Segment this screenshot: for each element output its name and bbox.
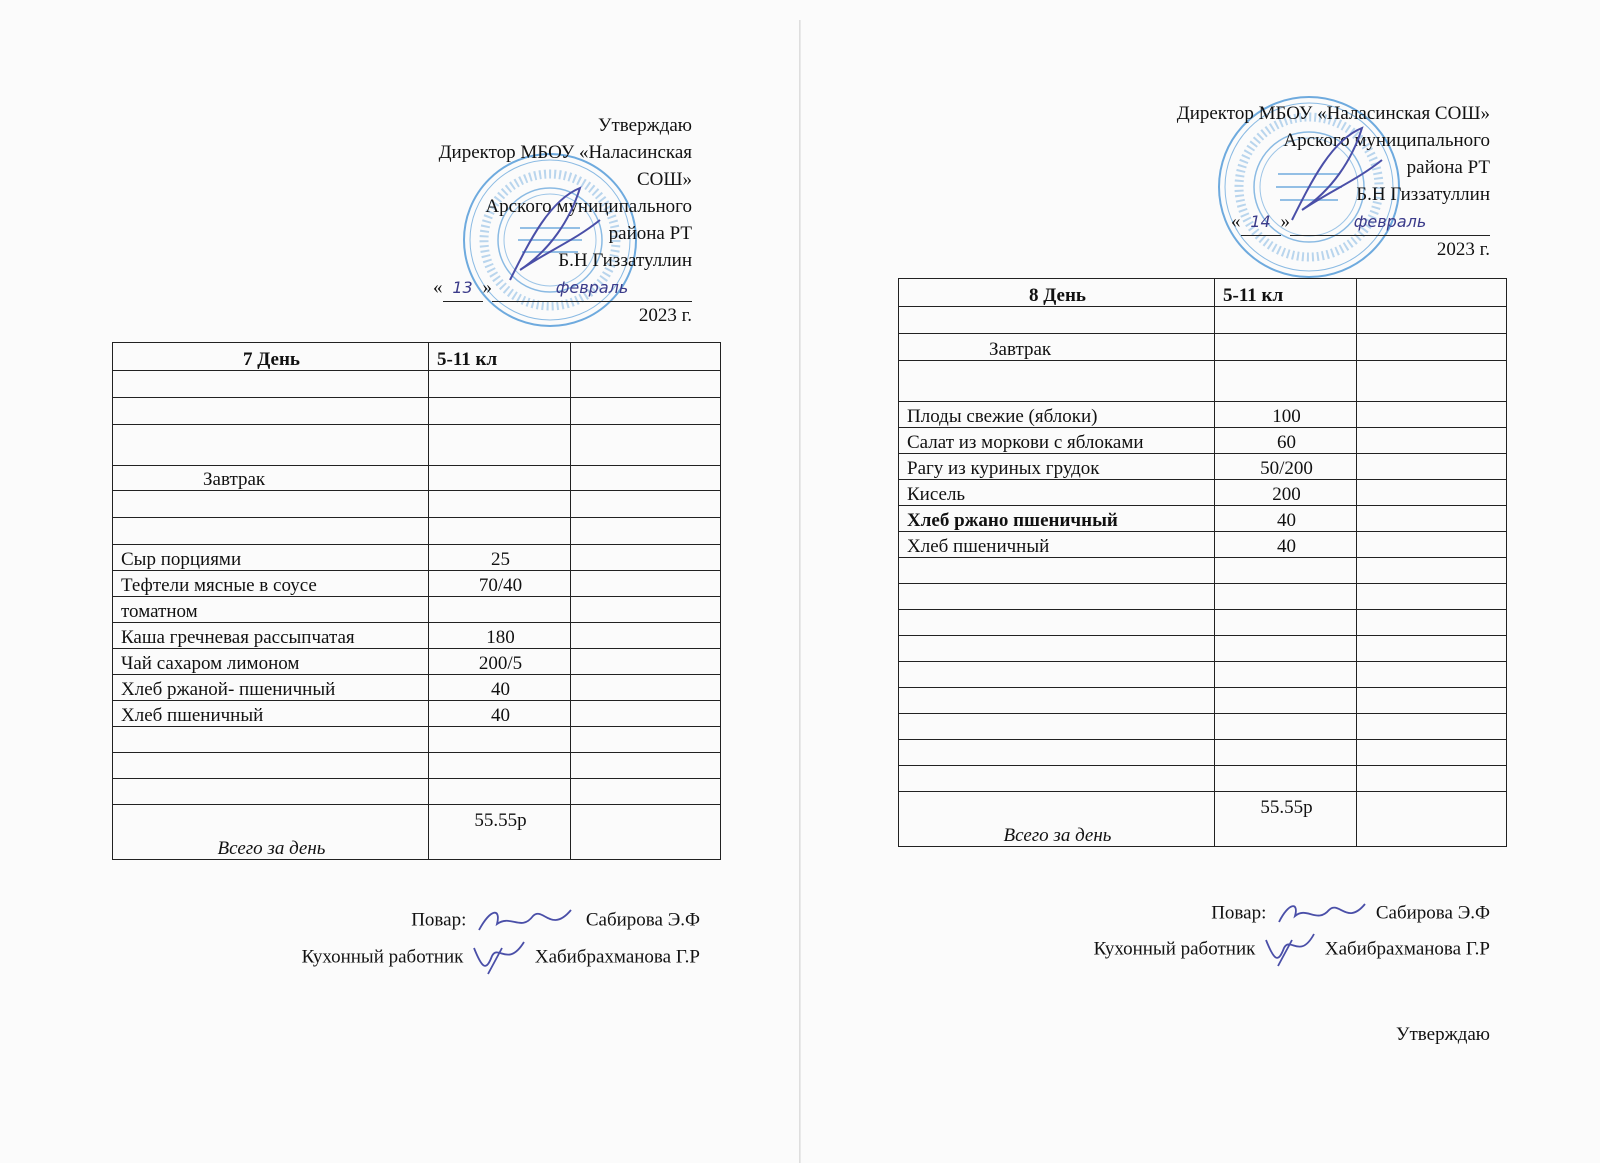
table-row <box>113 518 721 545</box>
approval-line: района РТ <box>608 223 692 244</box>
day-header: 8 День <box>899 279 1215 307</box>
total-label: Всего за день <box>113 805 429 860</box>
item-qty: 70/40 <box>429 571 571 597</box>
table-row <box>113 466 721 491</box>
item-name: Рагу из куриных грудок <box>899 454 1215 480</box>
empty-header <box>1357 279 1507 307</box>
menu-table-left <box>112 342 721 860</box>
item-name: Тефтели мясные в соусе <box>113 571 429 597</box>
table-row <box>899 766 1507 792</box>
table-row <box>899 334 1507 361</box>
table-row <box>113 398 721 425</box>
kitchen-name: Хабибрахманова Г.Р <box>1324 938 1490 960</box>
approval-date: « 13 » февраль <box>433 274 692 302</box>
cook-signature <box>1271 898 1371 930</box>
signatures-left <box>302 904 700 978</box>
meal-label: Завтрак <box>113 466 429 491</box>
item-name: Чай сахаром лимоном <box>113 649 429 675</box>
total-row <box>899 792 1507 847</box>
table-row <box>899 454 1507 480</box>
kitchen-signature <box>1260 930 1320 970</box>
footer-approve: Утверждаю <box>1396 1024 1490 1045</box>
kitchen-name: Хабибрахманова Г.Р <box>534 946 700 968</box>
table-row <box>899 688 1507 714</box>
cook-name: Сабирова Э.Ф <box>1375 902 1490 924</box>
item-name: Сыр порциями <box>113 545 429 571</box>
table-row <box>899 402 1507 428</box>
table-row <box>113 701 721 727</box>
item-qty: 200/5 <box>429 649 571 675</box>
date-month-field: февраль <box>1290 208 1490 236</box>
table-row <box>899 662 1507 688</box>
table-row <box>899 532 1507 558</box>
kitchen-signature-row <box>1094 930 1490 970</box>
cook-signature <box>471 904 581 938</box>
menu-table-right <box>898 278 1507 847</box>
table-row <box>113 753 721 779</box>
table-row <box>113 623 721 649</box>
approval-line: Директор МБОУ «Наласинская СОШ» <box>1176 103 1490 124</box>
item-qty: 40 <box>429 675 571 701</box>
approval-line: Директор МБОУ «Наласинская <box>438 142 692 163</box>
cook-signature-row <box>1094 898 1490 930</box>
date-day-field: 14 <box>1241 208 1281 236</box>
table-header <box>113 343 721 371</box>
table-header <box>899 279 1507 307</box>
approval-line: Арского муниципального <box>485 196 692 217</box>
item-name: Плоды свежие (яблоки) <box>899 402 1215 428</box>
table-row <box>113 597 721 623</box>
item-qty: 40 <box>1215 532 1357 558</box>
signatures-right <box>1094 898 1490 970</box>
meal-label: Завтрак <box>899 334 1215 361</box>
item-qty: 25 <box>429 545 571 571</box>
approval-line: Арского муниципального <box>1283 130 1490 151</box>
table-row <box>113 779 721 805</box>
total-price: 55.55р <box>429 805 571 860</box>
approval-title: Утверждаю <box>598 115 692 136</box>
table-row <box>899 307 1507 334</box>
table-row <box>899 506 1507 532</box>
approval-line: Б.Н Гиззатуллин <box>558 250 692 271</box>
table-row <box>899 740 1507 766</box>
table-row <box>899 558 1507 584</box>
kitchen-signature-row <box>302 938 700 978</box>
cook-label: Повар: <box>1211 902 1267 924</box>
table-row <box>113 727 721 753</box>
kitchen-label: Кухонный работник <box>1093 938 1256 960</box>
table-row <box>899 361 1507 402</box>
item-qty: 50/200 <box>1215 454 1357 480</box>
item-qty <box>429 597 571 623</box>
approval-line: СОШ» <box>636 169 692 190</box>
item-qty: 180 <box>429 623 571 649</box>
item-name: Хлеб ржано пшеничный <box>899 506 1215 532</box>
item-name: Каша гречневая рассыпчатая <box>113 623 429 649</box>
item-name: Хлеб пшеничный <box>113 701 429 727</box>
table-row <box>113 425 721 466</box>
total-row <box>113 805 721 860</box>
item-name: Хлеб ржаной- пшеничный <box>113 675 429 701</box>
item-qty: 200 <box>1215 480 1357 506</box>
item-qty: 40 <box>429 701 571 727</box>
class-header: 5-11 кл <box>1215 279 1357 307</box>
item-qty: 40 <box>1215 506 1357 532</box>
approval-date: « 14 » февраль <box>1177 208 1490 236</box>
date-month-field: февраль <box>492 274 692 302</box>
cook-signature-row <box>302 904 700 938</box>
approval-year: 2023 г. <box>1436 239 1490 260</box>
director-signature-right <box>1272 120 1392 230</box>
approval-line: Б.Н Гиззатуллин <box>1356 184 1490 205</box>
table-row <box>899 714 1507 740</box>
table-row <box>113 571 721 597</box>
class-header: 5-11 кл <box>429 343 571 371</box>
table-row <box>899 584 1507 610</box>
table-row <box>899 636 1507 662</box>
item-qty: 60 <box>1215 428 1357 454</box>
table-row <box>899 610 1507 636</box>
approval-line: района РТ <box>1406 157 1490 178</box>
total-label: Всего за день <box>899 792 1215 847</box>
table-row <box>113 491 721 518</box>
page-fold <box>799 20 801 1163</box>
kitchen-label: Кухонный работник <box>301 946 464 968</box>
table-row <box>899 480 1507 506</box>
cook-name: Сабирова Э.Ф <box>585 909 700 931</box>
director-signature-left <box>490 180 610 290</box>
empty-header <box>571 343 721 371</box>
table-row <box>113 649 721 675</box>
kitchen-signature <box>468 938 530 978</box>
date-day-field: 13 <box>443 274 483 302</box>
table-row <box>899 428 1507 454</box>
item-name: томатном <box>113 597 429 623</box>
left-page <box>0 0 798 1163</box>
cook-label: Повар: <box>411 909 467 931</box>
item-name: Салат из моркови с яблоками <box>899 428 1215 454</box>
table-row <box>113 545 721 571</box>
right-page <box>802 0 1600 1163</box>
item-name: Кисель <box>899 480 1215 506</box>
day-header: 7 День <box>113 343 429 371</box>
approval-year: 2023 г. <box>638 305 692 326</box>
table-row <box>113 675 721 701</box>
item-name: Хлеб пшеничный <box>899 532 1215 558</box>
total-price: 55.55р <box>1215 792 1357 847</box>
table-row <box>113 371 721 398</box>
item-qty: 100 <box>1215 402 1357 428</box>
